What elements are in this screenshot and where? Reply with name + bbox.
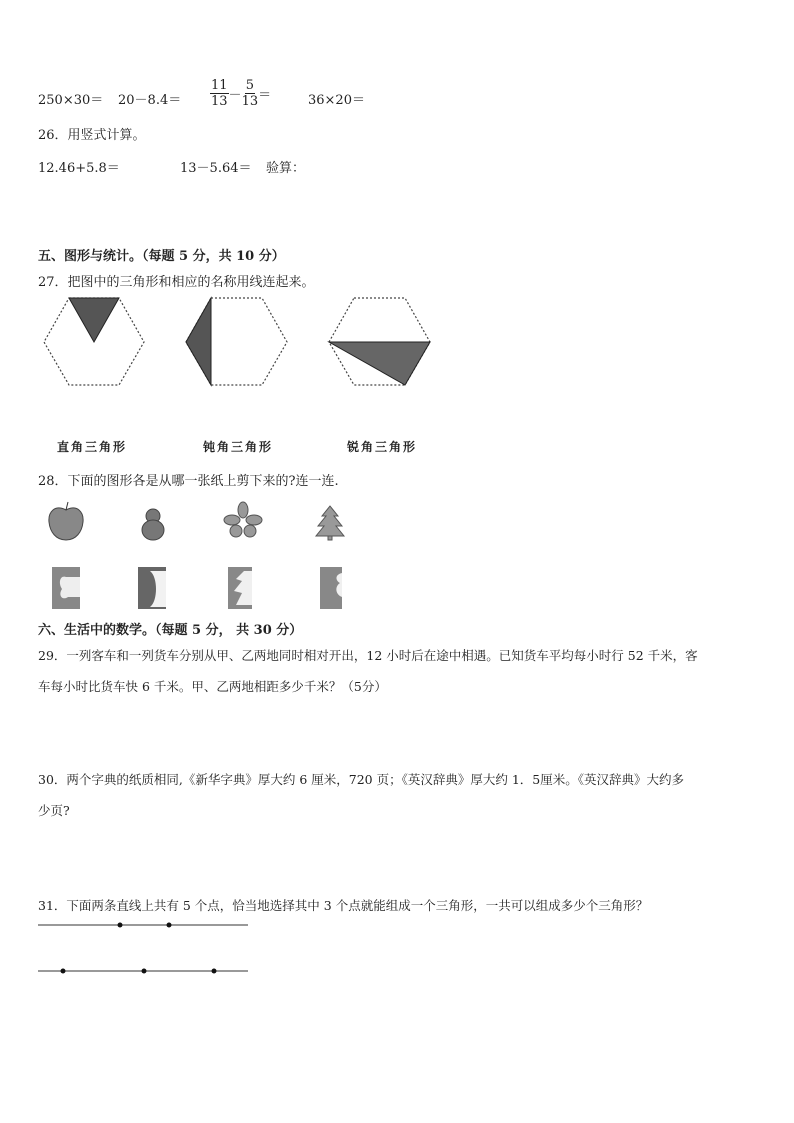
q30-line-1: 30．两个字典的纸质相同,《新华字典》厚大约 6 厘米，720 页；《英汉辞典》厚大约 1．5厘米。《英汉辞典》大约多 — [38, 772, 684, 787]
q31-line-1: 31．下面两条直线上共有 5 个点，恰当地选择其中 3 个点就能组成一个三角形，一共可以组成多少个三角形？ — [38, 898, 649, 913]
q27-title: 27．把图中的三角形和相应的名称用线连起来。 — [38, 275, 315, 290]
q28-paper-shapes — [0, 563, 794, 613]
flower-shape — [224, 502, 262, 537]
section-6-heading: 六、生活中的数学。（每题 5 分， 共 30 分） — [38, 623, 303, 638]
hexagon-1 — [44, 298, 144, 385]
q31-lines-with-points — [0, 915, 794, 985]
section-5-heading: 五、图形与统计。（每题 5 分，共 10 分） — [38, 249, 285, 264]
upper-line — [38, 923, 248, 928]
fraction-2 — [242, 78, 259, 109]
q26-item-1: 12.46+5.8＝ — [38, 161, 120, 176]
paper-2 — [138, 567, 166, 609]
triangle-right-shaded — [329, 342, 430, 385]
hexagon-2 — [186, 298, 287, 385]
point-lower-3 — [212, 969, 217, 974]
oral-calc-item-3 — [210, 78, 271, 109]
paper-4 — [320, 567, 342, 609]
paper-1 — [52, 567, 80, 609]
fraction-2-numerator: 5 — [245, 78, 254, 93]
q30-line-2: 少页? — [38, 803, 70, 818]
q28-title: 28．下面的图形各是从哪一张纸上剪下来的?连一连. — [38, 474, 339, 489]
q26-title: 26．用竖式计算。 — [38, 128, 146, 143]
paper-3 — [228, 567, 252, 609]
fraction-2-denominator: 13 — [241, 94, 259, 109]
gourd-shape — [142, 509, 164, 540]
label-acute-triangle: 锐角三角形 — [347, 440, 418, 454]
point-upper-1 — [118, 923, 123, 928]
equals-sign: ＝ — [258, 88, 272, 103]
q27-figures — [0, 290, 794, 410]
q29-line-2: 车每小时比货车快 6 千米。甲、乙两地相距多少千米？（5分） — [38, 679, 387, 694]
hexagon-3 — [329, 298, 430, 385]
q28-cutout-shapes — [0, 500, 794, 550]
point-lower-2 — [142, 969, 147, 974]
triangle-obtuse-shaded — [186, 298, 211, 385]
tree-shape — [316, 506, 344, 540]
lower-line — [38, 969, 248, 974]
fraction-1-denominator: 13 — [211, 94, 228, 109]
triangle-acute-shaded — [69, 298, 119, 342]
q29-line-1: 29．一列客车和一列货车分别从甲、乙两地同时相对开出，12 小时后在途中相遇。已知货车平均每小时行 52 千米，客 — [38, 648, 698, 663]
label-obtuse-triangle: 钝角三角形 — [203, 440, 274, 454]
q26-check-label: 验算： — [266, 161, 306, 176]
q26-item-2: 13－5.64＝ — [180, 161, 252, 176]
point-lower-1 — [61, 969, 66, 974]
oral-calc-item-1: 250×30＝ — [38, 93, 104, 108]
point-upper-2 — [167, 923, 172, 928]
apple-shape — [49, 502, 83, 540]
oral-calc-item-4: 36×20＝ — [308, 93, 365, 108]
oral-calc-item-2: 20－8.4＝ — [118, 93, 182, 108]
fraction-1 — [210, 78, 229, 109]
fraction-1-numerator: 11 — [211, 78, 228, 93]
label-right-triangle: 直角三角形 — [57, 440, 128, 454]
minus-sign: － — [228, 88, 242, 103]
